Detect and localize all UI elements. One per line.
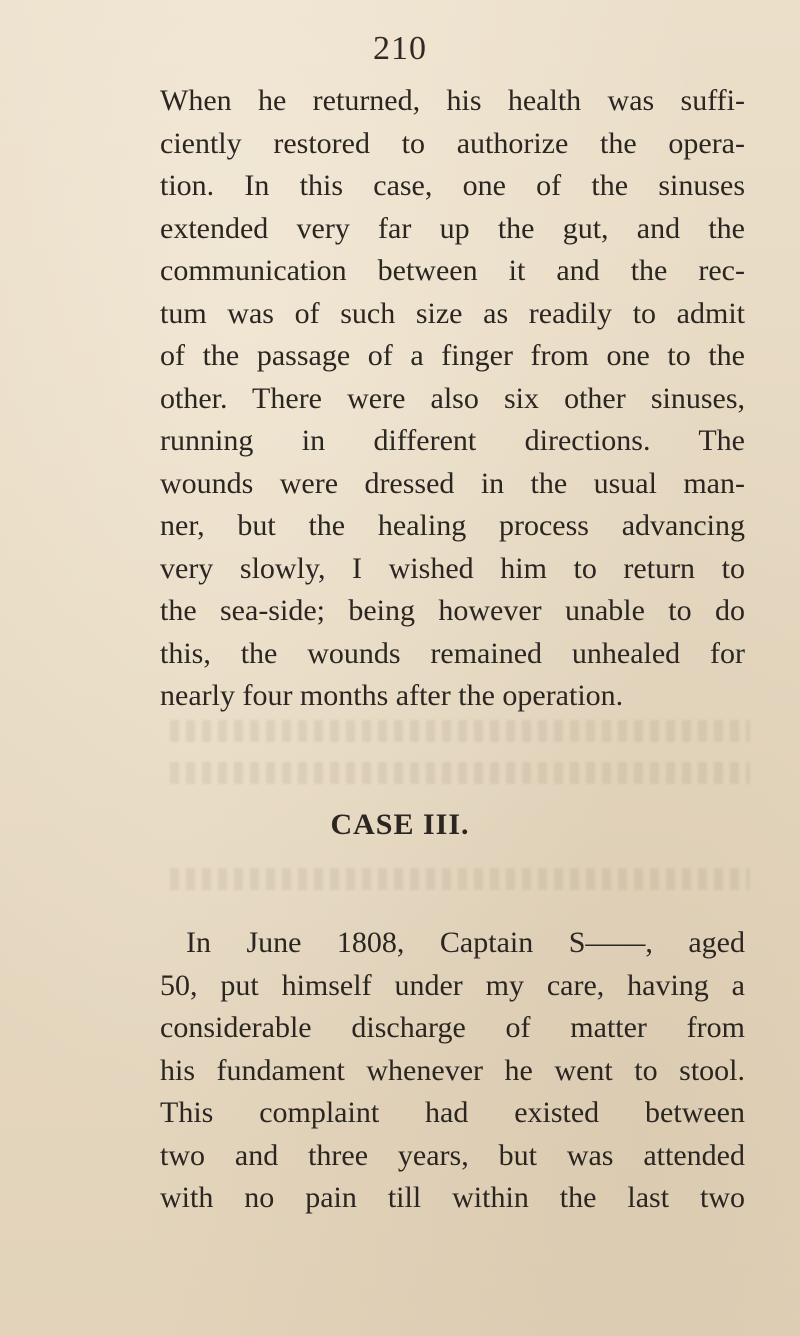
text-line: tion. In this case, one of the sinuses: [160, 169, 745, 202]
text-line: other. There were also six other sinuses,: [160, 381, 745, 415]
text-line: tum was of such size as readily to admit: [160, 296, 745, 330]
text-line: this, the wounds remained unhealed for: [160, 636, 745, 670]
text-line: This complaint had existed between: [160, 1096, 745, 1129]
text-line: two and three years, but was attended: [160, 1138, 745, 1172]
text-line: When he returned, his health was suffi-: [160, 84, 745, 117]
text-line: the sea-side; being however unable to do: [160, 594, 745, 627]
case-heading: CASE III.: [330, 808, 470, 841]
show-through-texture: [170, 868, 750, 890]
text-line: his fundament whenever he went to stool.: [160, 1053, 745, 1087]
paragraph-1: [160, 80, 745, 718]
text-line: ner, but the healing process advancing: [160, 509, 745, 542]
paragraph-2: [160, 922, 745, 1220]
text-line: considerable discharge of matter from: [160, 1011, 745, 1044]
show-through-texture: [170, 720, 750, 742]
text-line: 50, put himself under my care, having a: [160, 968, 745, 1002]
text-line: communication between it and the rec-: [160, 254, 745, 287]
text-line: nearly four months after the operation.: [160, 679, 624, 712]
text-line: very slowly, I wished him to return to: [160, 551, 745, 585]
page-number: 210: [373, 30, 427, 67]
text-line: of the passage of a finger from one to the: [160, 339, 745, 372]
text-line: extended very far up the gut, and the: [160, 211, 745, 245]
show-through-texture: [170, 762, 750, 784]
text-line: wounds were dressed in the usual man-: [160, 466, 745, 500]
text-line: running in different directions. The: [160, 424, 745, 457]
text-line: ciently restored to authorize the opera-: [160, 126, 745, 160]
text-line: In June 1808, Captain S——, aged: [186, 926, 745, 959]
text-line: with no pain till within the last two: [160, 1181, 745, 1214]
